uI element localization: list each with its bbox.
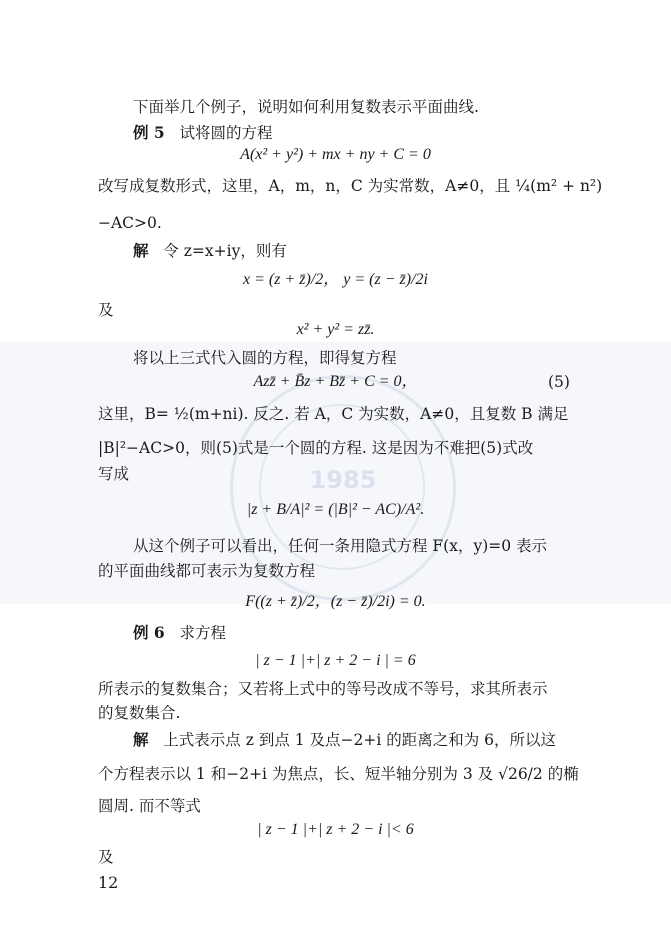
example6-label: 例 6 — [133, 623, 165, 642]
equation-5-tag: (5) — [548, 373, 570, 391]
solution5-text: 令 z=x+iy，则有 — [163, 242, 287, 260]
example6-text: 求方程 — [179, 624, 226, 642]
page-number: 12 — [98, 873, 119, 892]
example6-heading — [133, 623, 226, 643]
example5-heading — [133, 123, 272, 143]
solution6-line3: 圆周. 而不等式 — [98, 797, 201, 815]
equation-example6: | z − 1 |+| z + 2 − i | = 6 — [255, 652, 416, 669]
example5-line1: 改写成复数形式，这里，A，m，n，C 为实常数，A≠0，且 ¼(m² + n²) — [98, 177, 603, 195]
solution6-line2: 个方程表示以 1 和−2+i 为焦点，长、短半轴分别为 3 及 √26/2 的椭 — [98, 765, 579, 783]
example5-line2: −AC>0. — [98, 214, 162, 232]
example6-question-line2: 的复数集合. — [98, 704, 181, 722]
and-line-2: 及 — [98, 848, 114, 866]
equation-xy: x = (z + z̄)/2， y = (z − z̄)/2i — [243, 271, 428, 288]
substitute-line: 将以上三式代入圆的方程，即得复方程 — [133, 349, 397, 367]
equation-rewrite: |z + B/A|² = (|B|² − AC)/A². — [246, 501, 425, 518]
b-definition-line2: |B|²−AC>0，则(5)式是一个圆的方程. 这是因为不难把(5)式改 — [98, 439, 534, 457]
watermark-year: 1985 — [309, 466, 377, 494]
solution5-heading — [133, 241, 287, 261]
and-line-1: 及 — [98, 301, 114, 319]
solution6-line1 — [133, 730, 556, 750]
b-definition-line1: 这里，B= ½(m+ni). 反之. 若 A，C 为实数，A≠0，且复数 B 满足 — [98, 405, 569, 423]
example6-question-line1: 所表示的复数集合；又若将上式中的等号改成不等号，求其所表示 — [98, 680, 548, 698]
equation-inequality: | z − 1 |+| z + 2 − i |< 6 — [257, 821, 414, 838]
equation-circle: A(x² + y²) + mx + ny + C = 0 — [240, 146, 431, 163]
solution6-label: 解 — [133, 730, 149, 749]
general-line1: 从这个例子可以看出，任何一条用隐式方程 F(x，y)=0 表示 — [133, 537, 548, 555]
equation-5: Azz̄ + B̄z + Bz̄ + C = 0， — [253, 373, 418, 390]
solution6-text: 上式表示点 z 到点 1 及点−2+i 的距离之和为 6，所以这 — [163, 731, 557, 749]
example5-text: 试将圆的方程 — [179, 124, 273, 142]
equation-sum: x² + y² = zz̄. — [296, 321, 375, 338]
intro-line: 下面举几个例子，说明如何利用复数表示平面曲线. — [133, 98, 479, 116]
example5-label: 例 5 — [133, 123, 165, 142]
b-definition-line3: 写成 — [98, 465, 130, 483]
equation-F: F((z + z̄)/2，(z − z̄)/2i) = 0. — [245, 593, 426, 610]
solution5-label: 解 — [133, 241, 149, 260]
general-line2: 的平面曲线都可表示为复数方程 — [98, 562, 316, 580]
